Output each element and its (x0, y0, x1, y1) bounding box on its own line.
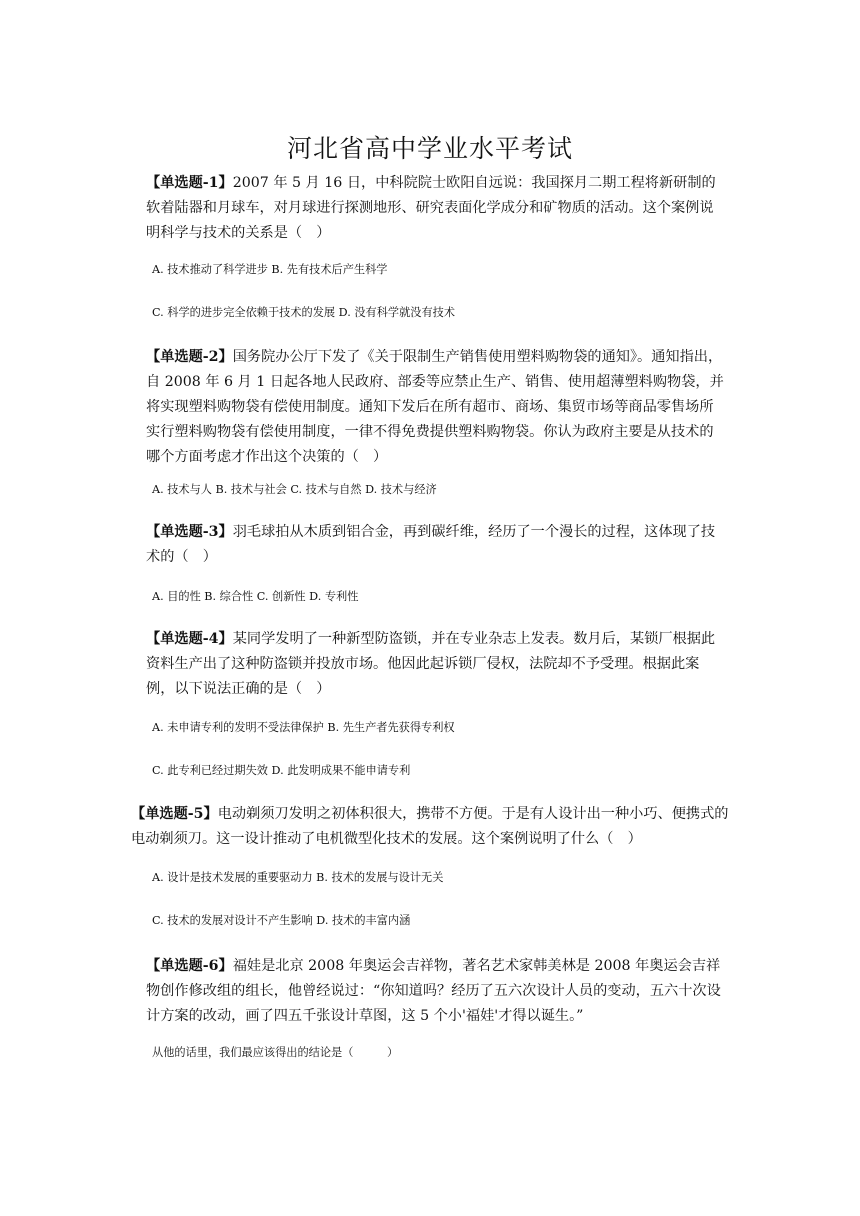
question-4 (146, 627, 724, 702)
question-3 (146, 520, 724, 570)
question-text: 福娃是北京 2008 年奥运会吉祥物，著名艺术家韩美林是 2008 年奥运会吉祥物创作修改组的组长，他曾经说过：“你知道吗？经历了五六次设计人员的变动，五六十次设计方案的改动，画了四五千张设计草图，这 5 个小'福娃'才得以诞生。” (146, 958, 721, 1024)
question-1-options-row-1: A. 技术推动了科学进步 B. 先有技术后产生科学 (152, 263, 388, 276)
question-tag: 【单选题-5】 (131, 806, 218, 822)
question-text: 2007 年 5 月 16 日，中科院院士欧阳自远说：我国探月二期工程将新研制的软着陆器和月球车，对月球进行探测地形、研究表面化学成分和矿物质的活动。这个案例说明科学与技术的关系是（ ） (146, 175, 716, 241)
question-4-options-row-2: C. 此专利已经过期失效 D. 此发明成果不能申请专利 (152, 764, 411, 777)
question-2 (146, 345, 724, 470)
question-text: 某同学发明了一种新型防盗锁，并在专业杂志上发表。数月后，某锁厂根据此资料生产出了这种防盗锁并投放市场。他因此起诉锁厂侵权，法院却不予受理。根据此案例，以下说法正确的是（ ） (146, 631, 716, 697)
question-tag: 【单选题-3】 (146, 524, 233, 540)
question-3-options-row-1: A. 目的性 B. 综合性 C. 创新性 D. 专利性 (152, 590, 359, 603)
page-title: 河北省高中学业水平考试 (286, 133, 573, 163)
question-4-options-row-1: A. 未申请专利的发明不受法律保护 B. 先生产者先获得专利权 (152, 721, 455, 734)
question-2-options-row-1: A. 技术与人 B. 技术与社会 C. 技术与自然 D. 技术与经济 (152, 483, 437, 496)
question-6-prompt: 从他的话里，我们最应该得出的结论是（ ） (152, 1046, 399, 1059)
question-tag: 【单选题-6】 (146, 958, 233, 974)
question-tag: 【单选题-1】 (146, 175, 233, 191)
question-tag: 【单选题-2】 (146, 349, 233, 365)
question-text: 国务院办公厅下发了《关于限制生产销售使用塑料购物袋的通知》。通知指出，自 2008 年 6 月 1 日起各地人民政府、部委等应禁止生产、销售、使用超薄塑料购物袋，并将实现塑料购物袋有偿使用制度。通知下发后在所有超市、商场、集贸市场等商品零售场所实行塑料购物袋有偿使用制度，一律不得免费提供塑料购物袋。你认为政府主要是从技术的哪个方面考虑才作出这个决策的（ ） (146, 349, 724, 465)
question-5 (131, 802, 731, 852)
question-text: 羽毛球拍从木质到铝合金，再到碳纤维，经历了一个漫长的过程，这体现了技术的（ ） (146, 524, 716, 565)
question-5-options-row-1: A. 设计是技术发展的重要驱动力 B. 技术的发展与设计无关 (152, 871, 444, 884)
question-1-options-row-2: C. 科学的进步完全依赖于技术的发展 D. 没有科学就没有技术 (152, 306, 456, 319)
question-text: 电动剃须刀发明之初体积很大，携带不方便。于是有人设计出一种小巧、便携式的电动剃须刀。这一设计推动了电机微型化技术的发展。这个案例说明了什么（ ） (131, 806, 729, 847)
question-6 (146, 954, 724, 1029)
question-1 (146, 171, 724, 246)
question-tag: 【单选题-4】 (146, 631, 233, 647)
question-5-options-row-2: C. 技术的发展对设计不产生影响 D. 技术的丰富内涵 (152, 914, 411, 927)
